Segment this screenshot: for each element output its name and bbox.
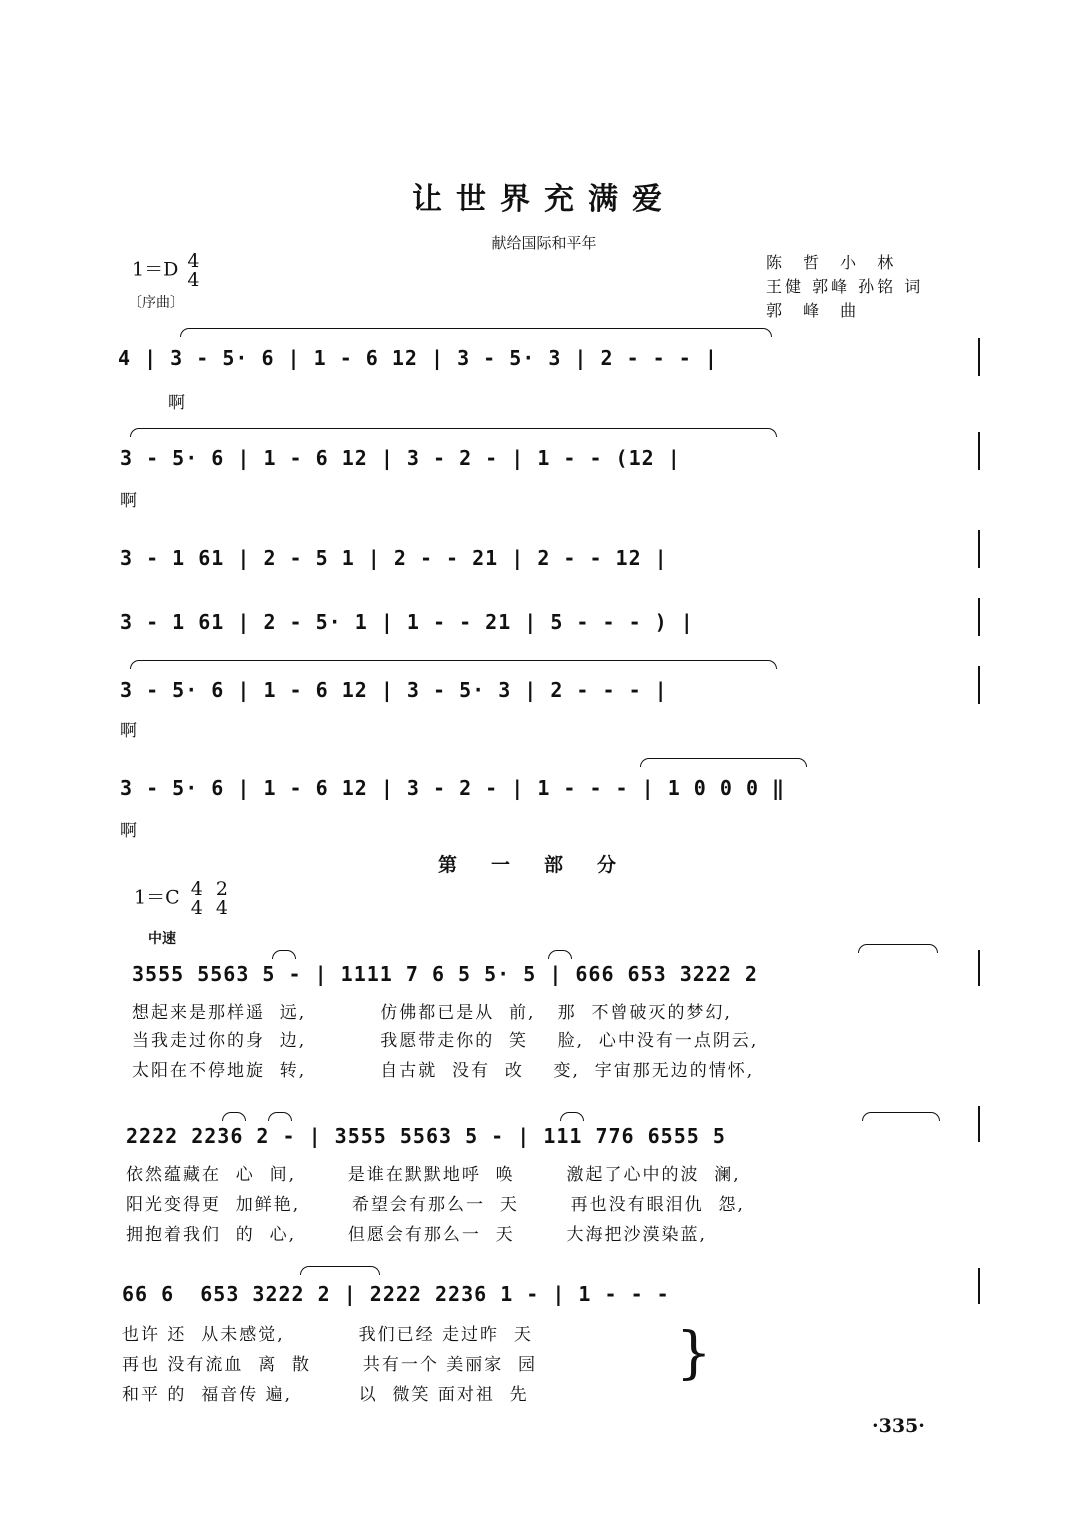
song-subtitle: 献给国际和平年 [491,234,597,252]
intro-line-4: 3 - 1 61 | 2 - 5· 1 | 1 - - 21 | 5 - - - ) | [120,610,694,634]
part1-system-3-lyric-2: 再也 没有流血 离 散 共有一个 美丽家 园 [122,1355,538,1375]
intro-lyric-2: 啊 [120,491,139,511]
song-title: 让世界充满爱 [412,182,676,217]
intro-lyric-5: 啊 [120,721,139,741]
intro-lyric-6: 啊 [120,821,139,841]
part1-system-2-lyric-1: 依然蕴藏在 心 间, 是谁在默默地呼 唤 激起了心中的波 澜, [126,1165,741,1185]
time2-bottom: 4 [215,897,229,919]
part1-time-signature-2 [216,880,228,918]
intro-line-5: 3 - 5· 6 | 1 - 6 12 | 3 - 5· 3 | 2 - - - | [120,678,668,702]
intro-lyric-1: 啊 [168,393,187,413]
intro-line-1: 4 | 3 - 5· 6 | 1 - 6 12 | 3 - 5· 3 | 2 - - - | [118,346,718,370]
part1-system-2-lyric-2: 阳光变得更 加鲜艳, 希望会有那么一 天 再也没有眼泪仇 怨, [126,1195,745,1215]
time2-top: 2 [215,878,229,900]
part1-key-signature [134,880,228,918]
part1-system-2-lyric-3: 拥抱着我们 的 心, 但愿会有那么一 天 大海把沙漠染蓝, [126,1225,707,1245]
time-top: 4 [187,250,200,272]
intro-key-signature [132,252,200,290]
page-number: ·335· [872,1415,925,1437]
intro-line-6: 3 - 5· 6 | 1 - 6 12 | 3 - 2 - | 1 - - - | 1 0 0 0 ‖ [120,776,786,800]
lyric-brace: } [676,1321,712,1386]
intro-time-signature [187,252,199,290]
part1-system-1-lyric-2: 当我走过你的身 边, 我愿带走你的 笑 脸, 心中没有一点阴云, [132,1031,759,1051]
part1-system-1-lyric-1: 想起来是那样遥 远, 仿佛都已是从 前, 那 不曾破灭的梦幻, [132,1003,732,1023]
part1-system-2-notes: 2222 2236 2 - | 3555 5563 5 - | 111 776 6555 5 [126,1124,726,1148]
tempo-marking: 中速 [148,931,176,947]
time-bottom: 4 [187,269,200,291]
intro-line-3: 3 - 1 61 | 2 - 5 1 | 2 - - 21 | 2 - - 12 | [120,546,668,570]
credit-line-2: 王健 郭峰 孙铭 词 [766,277,924,296]
part1-system-1-lyric-3: 太阳在不停地旋 转, 自古就 没有 改 变, 宇宙那无边的情怀, [132,1061,755,1081]
part1-system-3-notes: 66 6 653 3222 2 | 2222 2236 1 - | 1 - - - [122,1282,670,1306]
part1-system-3-lyric-3: 和平 的 福音传 遍, 以 微笑 面对祖 先 [122,1385,529,1405]
time1-top: 4 [190,878,203,900]
part1-heading: 第一部分 [437,854,650,876]
part1-system-1-notes: 3555 5563 5 - | 1111 7 6 5 5· 5 | 666 653 3222 2 [132,962,758,986]
intro-line-2: 3 - 5· 6 | 1 - 6 12 | 3 - 2 - | 1 - - (12 | [120,446,681,470]
part1-system-3-lyric-1: 也许 还 从未感觉, 我们已经 走过昨 天 [122,1325,533,1345]
time1-bottom: 4 [190,897,203,919]
intro-key: 1＝D [132,258,179,281]
intro-label: 〔序曲〕 [128,295,184,311]
part1-time-signature-1 [191,880,203,918]
part1-key: 1＝C [134,886,180,909]
credit-line-1: 陈 哲 小 林 [766,253,902,272]
credit-line-3: 郭 峰 曲 [766,301,865,320]
